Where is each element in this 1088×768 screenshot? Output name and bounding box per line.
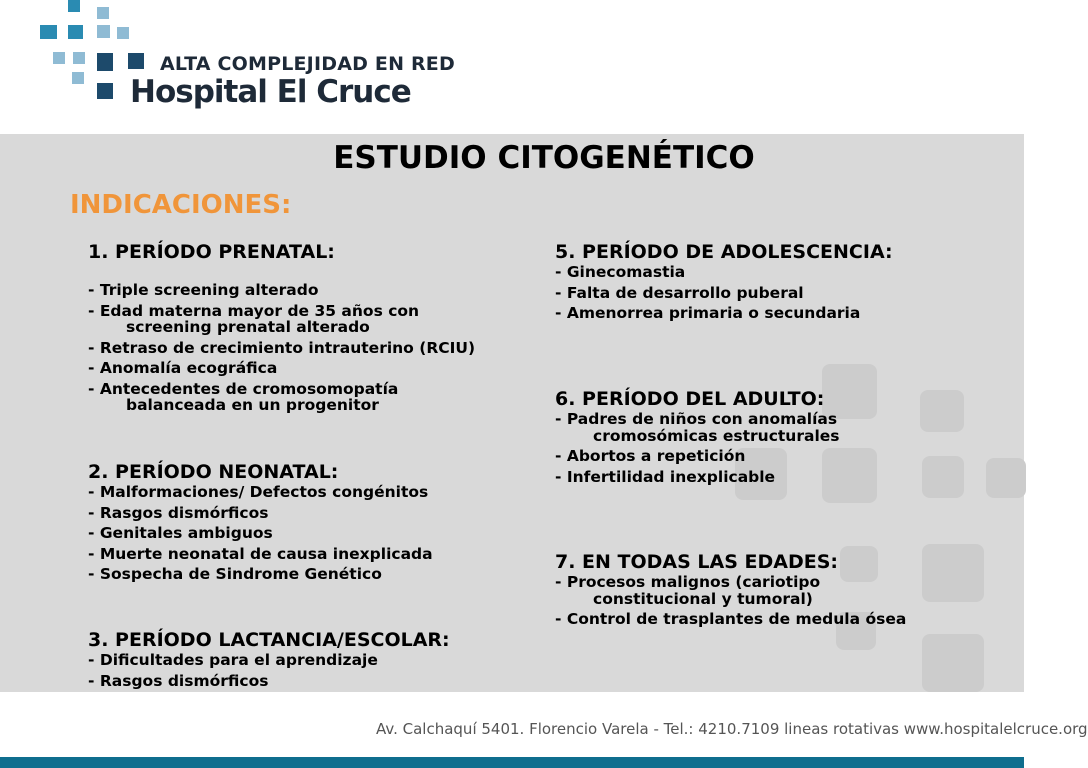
- list-item: - Rasgos dismórficos: [88, 503, 269, 522]
- section-adolescencia: [555, 240, 1025, 326]
- list-item: - Ginecomastia: [555, 263, 686, 281]
- list-item: - Infertilidad inexplicable: [555, 467, 776, 486]
- list-item: - Abortos a repetición: [555, 447, 746, 465]
- list-item: - Triple screening alterado: [88, 281, 319, 299]
- section-adulto: [555, 387, 1025, 489]
- list-item: - Padres de niños con anomalías cromosómicas estructurales: [555, 410, 840, 445]
- list-item: - Edad materna mayor de 35 años con screening prenatal alterado: [88, 301, 420, 336]
- list-item: - Anomalía ecográfica: [88, 359, 278, 377]
- section-title: 2. PERÍODO NEONATAL:: [88, 461, 339, 483]
- list-item: - Sospecha de Sindrome Genético: [88, 565, 382, 583]
- section-title: 1. PERÍODO PRENATAL:: [88, 241, 335, 263]
- footer: [0, 692, 1088, 768]
- list-item: - Antecedentes de cromosomopatía balanceada en un progenitor: [88, 379, 399, 414]
- footer-address: Av. Calchaquí 5401. Florencio Varela - Tel.: 4210.7109 lineas rotativas www.hospitalelcruce.org: [376, 720, 1088, 738]
- section-title: 7. EN TODAS LAS EDADES:: [555, 551, 839, 573]
- logo-mark: [0, 0, 150, 134]
- list-item: - Dificultades para el aprendizaje: [88, 651, 378, 669]
- list-item: - Malformaciones/ Defectos congénitos: [88, 483, 429, 501]
- list-item: - Muerte neonatal de causa inexplicada: [88, 544, 433, 563]
- list-item: - Falta de desarrollo puberal: [555, 283, 804, 302]
- list-item: - Amenorrea primaria o secundaria: [555, 304, 861, 322]
- list-item: - Control de trasplantes de medula ósea: [555, 610, 907, 628]
- slide-body: [0, 134, 1024, 692]
- slide-title: ESTUDIO CITOGENÉTICO: [333, 140, 755, 176]
- section-neonatal: [88, 460, 558, 587]
- list-item: - Retraso de crecimiento intrauterino (RCIU): [88, 338, 476, 357]
- section-title: 6. PERÍODO DEL ADULTO:: [555, 388, 825, 410]
- section-title: 3. PERÍODO LACTANCIA/ESCOLAR:: [88, 629, 450, 651]
- slide-subtitle: INDICACIONES:: [70, 190, 292, 220]
- list-item: - Rasgos dismórficos: [88, 671, 269, 690]
- list-item: - Genitales ambiguos: [88, 524, 273, 542]
- logo-subtitle: ALTA COMPLEJIDAD EN RED: [160, 53, 455, 75]
- section-title: 5. PERÍODO DE ADOLESCENCIA:: [555, 241, 893, 263]
- decorative-square: [922, 634, 984, 692]
- footer-bar: [0, 757, 1024, 768]
- logo-name: Hospital El Cruce: [130, 74, 411, 110]
- list-item: - Procesos malignos (cariotipo constitucional y tumoral): [555, 573, 821, 608]
- header: [0, 0, 1024, 134]
- section-prenatal: [88, 240, 558, 418]
- section-todas-las-edades: [555, 550, 1025, 632]
